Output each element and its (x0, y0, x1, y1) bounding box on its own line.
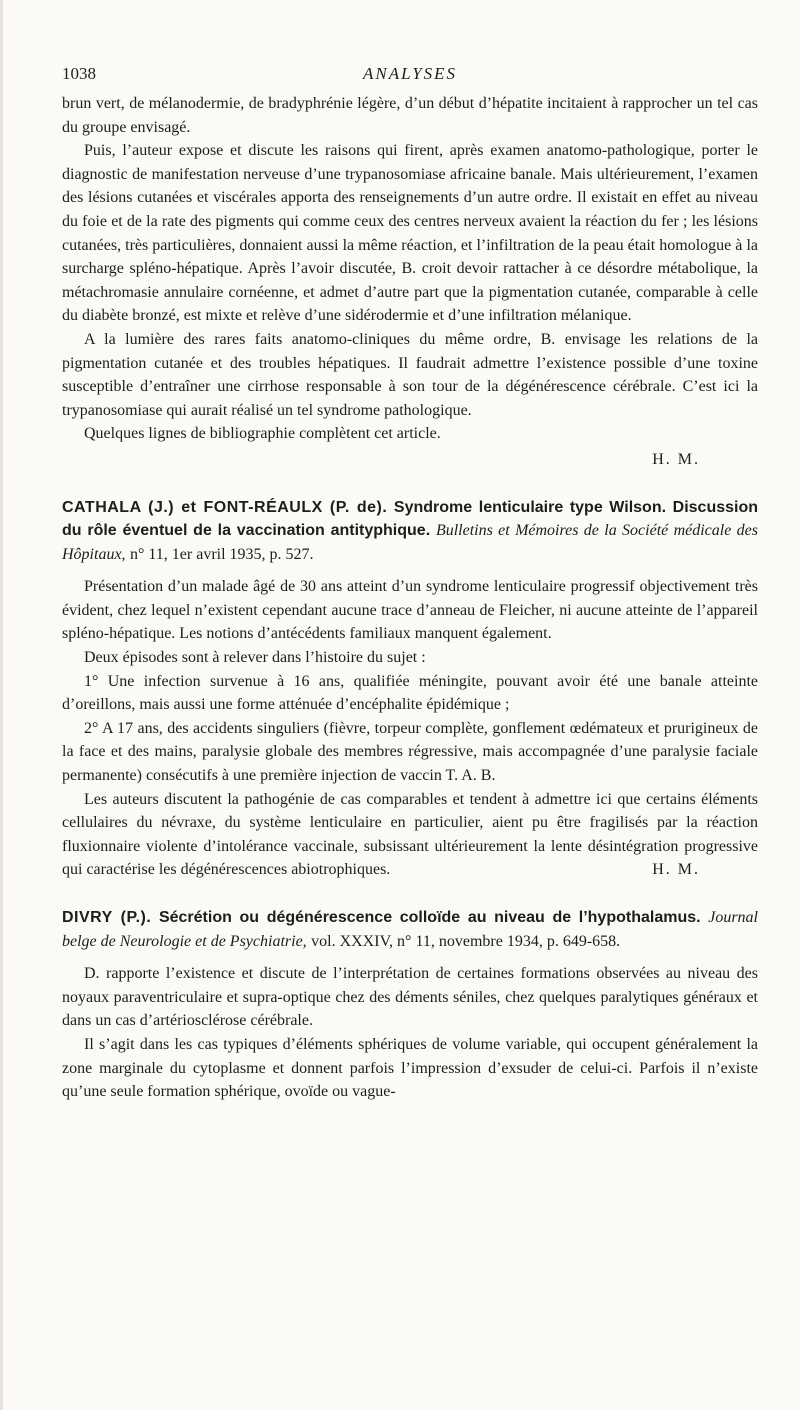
abstract-paragraph: 1° Une infection survenue à 16 ans, qualifiée méningite, pouvant avoir été une banale atteinte d’oreillons, mais aussi une forme atténuée d’encéphalite épidémique ; (62, 672, 758, 714)
abstract-authors: DIVRY (P.). (62, 909, 152, 926)
opening-paragraph: A la lumière des rares faits anatomo-cliniques du même ordre, B. envisage les relations de la pigmentation cutanée et des troubles hépatiques. Il faudrait admettre l’existence possible d’une toxine susceptible d’entraîner une cirrhose responsable à son tour de la dégénérescence cérébrale. C’est ici la trypanosomiase qui aurait réalisé un tel syndrome pathologique. (62, 330, 758, 419)
scan-edge (0, 0, 3, 1410)
abstract-details: n° 11, 1er avril 1935, p. 527. (130, 545, 314, 563)
abstract-title: Syndrome lenticulaire type Wilson. Discussion du rôle éventuel de la vaccination antityphique. (62, 498, 759, 540)
abstract-paragraph: Il s’agit dans les cas typiques d’éléments sphériques de volume variable, qui occupent généralement la zone marginale du cytoplasme et donnent parfois l’impression d’exsuder de celui-ci. Parfois il n’existe qu’une seule formation sphérique, ovoïde ou vague- (62, 1035, 758, 1101)
opening-paragraph: brun vert, de mélanodermie, de bradyphrénie légère, d’un début d’hépatite incitaient à rapprocher un tel cas du groupe envisagé. (62, 95, 758, 136)
abstract-source: Bulletins et Mémoires de la Société médicale des Hôpitaux, (62, 522, 759, 563)
running-head (62, 62, 758, 92)
abstract-paragraph: Présentation d’un malade âgé de 30 ans atteint d’un syndrome lenticulaire progressif objectivement très évident, chez lequel n’existent cependant aucune trace d’anneau de Fleicher, ni aucune atteinte de l’appareil spléno-hépatique. Les notions d’antécédents familiaux manquent également. (62, 578, 758, 643)
abstract-title: Sécrétion ou dégénérescence colloïde au niveau de l’hypothalamus. (158, 909, 701, 926)
abstract-heading (62, 906, 758, 953)
opening-paragraph: Puis, l’auteur expose et discute les raisons qui firent, après examen anatomo-pathologique, porter le diagnostic de manifestation nerveuse d’une trypanosomiase africaine banale. Mais ultérieurement, l’examen des lésions cutanées et viscérales apporta des renseignements d’un autre ordre. Il existait en effet au niveau du foie et de la rate des pigments qui comme ceux des centres nerveux avaient la réaction du fer ; les lésions cutanées, très particulières, donnaient aussi la même réaction, et l’infiltration de la peau était homologue à la surcharge spléno-hépatique. Après l’avoir discutée, B. croit devoir rattacher à ce désordre métabolique, la métachromasie annulaire cornéenne, et admet d’autre part que la pigmentation cutanée, comparable à celle du diabète bronzé, est mixte et relève d’une sidérodermie et d’une infiltration mélanique. (62, 142, 758, 325)
abstract-signature: H. M. (652, 861, 700, 879)
page-number: 1038 (62, 64, 96, 83)
abstract-paragraph: D. rapporte l’existence et discute de l’interprétation de certaines formations observées au niveau des noyaux paraventriculaire et supra-optique chez des déments séniles, chez quelques paralytiques généraux et dans un cas d’artériosclérose cérébrale. (62, 965, 758, 1030)
opening-paragraph: Quelques lignes de bibliographie complètent cet article. (84, 425, 441, 443)
opening-signature: H. M. (652, 450, 700, 468)
abstract-authors: CATHALA (J.) et FONT-RÉAULX (P. de). (62, 498, 388, 516)
abstract-divry (62, 906, 758, 1104)
abstract-source: Journal belge de Neurologie et de Psychiatrie, (62, 909, 758, 950)
abstract-paragraph: Deux épisodes sont à relever dans l’histoire du sujet : (84, 649, 426, 667)
abstract-cathala (62, 496, 758, 883)
abstract-details: vol. XXXIV, n° 11, novembre 1934, p. 649-658. (311, 932, 621, 950)
abstract-paragraph: Les auteurs discutent la pathogénie de cas comparables et tendent à admettre ici que certains éléments cellulaires du névraxe, du système lenticulaire en particulier, aient pu être fragilisés par la réaction fluxionnaire violente d’intolérance vaccinale, subsissant ultérieurement la lente désintégration progressive qui caractérise les dégénérescences abiotrophiques. (62, 790, 758, 879)
opening-continuation (62, 92, 758, 472)
abstract-paragraph: 2° A 17 ans, des accidents singuliers (fièvre, torpeur complète, gonflement œdémateux et prurigineux de la face et des mains, paralysie globale des membres régressive, mais accompagnée d’une paralysie faciale permanente) consécutifs à une première injection de vaccin T. A. B. (62, 719, 758, 785)
running-title: ANALYSES (362, 64, 458, 83)
abstract-heading (62, 496, 758, 567)
